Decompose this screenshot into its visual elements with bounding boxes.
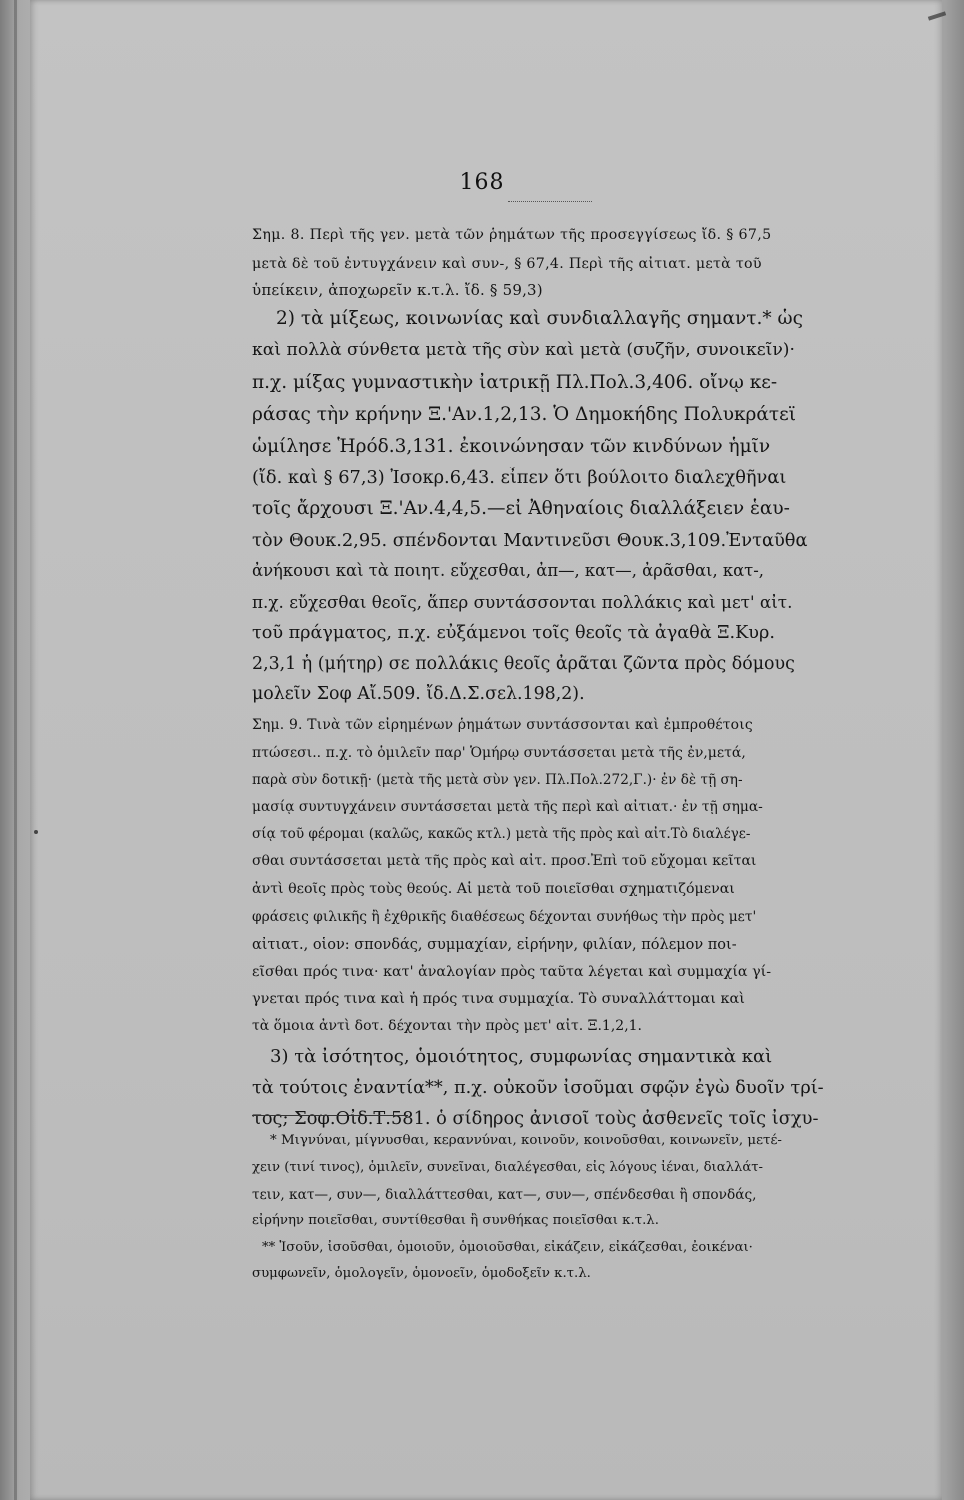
section-2-line-3: π.χ. μίξας γυμναστικὴν ἰατρικῇ Πλ.Πολ.3,406. οἴνῳ κε- — [252, 372, 778, 393]
section-2-line-5: ὡμίλησε Ἡρόδ.3,131. ἐκοινώνησαν τῶν κινδύνων ἡμῖν — [252, 436, 771, 457]
section-2-line-12: 2,3,1 ἡ (μήτηρ) σε πολλάκις θεοῖς ἀρᾶται ζῶντα πρὸς δόμους — [252, 654, 795, 674]
section-3-line-2: τὰ τούτοις ἐναντία**, π.χ. οὐκοῦν ἰσοῦμαι σφῷν ἐγὼ δυοῖν τρί- — [252, 1078, 824, 1098]
section-2-line-9: ἀνήκουσι καὶ τὰ ποιητ. εὔχεσθαι, ἀπ—, κατ—, ἀρᾶσθαι, κατ-, — [252, 561, 764, 580]
page-number-rule — [508, 201, 592, 202]
section-2-line-1: 2) τὰ μίξεως, κοινωνίας καὶ συνδιαλλαγῆς σημαντ.* ὡς — [276, 308, 803, 329]
note-9-line-5: σίᾳ τοῦ φέρομαι (καλῶς, κακῶς κτλ.) μετὰ τῆς πρὸς καὶ αἰτ.Τὸ διαλέγε- — [252, 826, 751, 842]
note-8-line-2: μετὰ δὲ τοῦ ἐντυγχάνειν καὶ συν-, § 67,4. Περὶ τῆς αἰτιατ. μετὰ τοῦ — [252, 256, 762, 272]
section-3-line-3: τος; Σοφ.Οἰδ.Τ.581. ὁ σίδηρος ἀνισοῖ τοὺς ἀσθενεῖς τοῖς ἰσχυ- — [252, 1108, 819, 1129]
note-8-line-1: Σημ. 8. Περὶ τῆς γεν. μετὰ τῶν ῥημάτων τῆς προσεγγίσεως ἴδ. § 67,5 — [252, 227, 772, 243]
section-2-line-10: π.χ. εὔχεσθαι θεοῖς, ἅπερ συντάσσονται πολλάκις καὶ μετ' αἰτ. — [252, 592, 793, 612]
footnote-1-line-2: χειν (τινί τινος), ὁμιλεῖν, συνεῖναι, διαλέγεσθαι, εἰς λόγους ἰέναι, διαλλάτ- — [252, 1160, 763, 1175]
section-2-line-2: καὶ πολλὰ σύνθετα μετὰ τῆς σὺν καὶ μετὰ (συζῆν, συνοικεῖν)· — [252, 340, 795, 360]
note-9-line-10: εῖσθαι πρός τινα· κατ' ἀναλογίαν πρὸς ταῦτα λέγεται καὶ συμμαχία γί- — [252, 964, 772, 980]
section-2-line-8: τὸν Θουκ.2,95. σπένδονται Μαντινεῦσι Θουκ.3,109.Ἐνταῦθα — [252, 530, 808, 551]
footnote-1-line-1: * Μιγνύναι, μίγνυσθαι, κεραννύναι, κοινοῦν, κοινοῦσθαι, κοινωνεῖν, μετέ- — [270, 1133, 782, 1148]
note-9-line-3: παρὰ σὺν δοτικῇ· (μετὰ τῆς μετὰ σὺν γεν. Πλ.Πολ.272,Γ.)· ἐν δὲ τῇ ση- — [252, 772, 743, 788]
footnote-1-line-3: τειν, κατ—, συν—, διαλλάττεσθαι, κατ—, συν—, σπένδεσθαι ἢ σπονδάς, — [252, 1187, 757, 1203]
note-9-line-11: γνεται πρός τινα καὶ ἡ πρός τινα συμμαχία. Τὸ συναλλάττομαι καὶ — [252, 991, 745, 1007]
binding-shadow — [14, 0, 17, 1500]
section-2-line-11: τοῦ πράγματος, π.χ. εὐξάμενοι τοῖς θεοῖς τὰ ἀγαθὰ Ξ.Κυρ. — [252, 623, 775, 643]
footnote-1-line-4: εἰρήνην ποιεῖσθαι, συντίθεσθαι ἢ συνθήκας ποιεῖσθαι κ.τ.λ. — [252, 1213, 659, 1228]
note-9-line-9: αἰτιατ., οἷον: σπονδάς, συμμαχίαν, εἰρήνην, φιλίαν, πόλεμον ποι- — [252, 937, 737, 953]
note-9-line-12: τὰ ὅμοια ἀντὶ δοτ. δέχονται τὴν πρὸς μετ' αἰτ. Ξ.1,2,1. — [252, 1018, 642, 1034]
section-2-line-4: ράσας τὴν κρήνην Ξ.'Αν.1,2,13. Ὁ Δημοκήδης Πολυκράτεϊ — [252, 404, 796, 425]
note-9-line-7: ἀντὶ θεοῖς πρὸς τοὺς θεούς. Αἱ μετὰ τοῦ ποιεῖσθαι σχηματιζόμεναι — [252, 881, 735, 897]
section-2-line-6: (ἴδ. καὶ § 67,3) Ἰσοκρ.6,43. εἶπεν ὅτι βούλοιτο διαλεχθῆναι — [252, 467, 787, 488]
note-9-line-8: φράσεις φιλικῆς ἢ ἐχθρικῆς διαθέσεως δέχονται συνήθως τὴν πρὸς μετ' — [252, 909, 757, 925]
footnote-2-line-2: συμφωνεῖν, ὁμολογεῖν, ὁμονοεῖν, ὁμοδοξεῖν κ.τ.λ. — [252, 1266, 591, 1281]
footnote-2-line-1: ** Ἰσοῦν, ἰσοῦσθαι, ὁμοιοῦν, ὁμοιοῦσθαι, εἰκάζειν, εἰκάζεσθαι, ἐοικέναι· — [262, 1240, 753, 1255]
section-2-line-7: τοῖς ἄρχουσι Ξ.'Αν.4,4,5.—εἰ Ἀθηναίοις διαλλάξειεν ἑαυ- — [252, 498, 790, 519]
note-9-line-6: σθαι συντάσσεται μετὰ τῆς πρὸς καὶ αἰτ. προσ.Ἐπὶ τοῦ εὔχομαι κεῖται — [252, 853, 757, 869]
note-9-line-1: Σημ. 9. Τινὰ τῶν εἰρημένων ῥημάτων συντάσσονται καὶ ἐμπροθέτοις — [252, 717, 753, 733]
section-2-line-13: μολεῖν Σοφ Αἴ.509. ἴδ.Δ.Σ.σελ.198,2). — [252, 684, 585, 704]
margin-spot — [34, 830, 38, 834]
footnote-rule — [252, 1115, 408, 1116]
note-9-line-2: πτώσεσι.. π.χ. τὸ ὁμιλεῖν παρ' Ὁμήρῳ συντάσσεται μετὰ τῆς ἐν,μετά, — [252, 745, 746, 761]
note-8-line-3: ὑπείκειν, ἀποχωρεῖν κ.τ.λ. ἴδ. § 59,3) — [252, 281, 543, 299]
page-number: 168 — [459, 170, 505, 195]
section-3-line-1: 3) τὰ ἰσότητος, ὁμοιότητος, συμφωνίας σημαντικὰ καὶ — [270, 1046, 773, 1067]
note-9-line-4: μασίᾳ συντυγχάνειν συντάσσεται μετὰ τῆς περὶ καὶ αἰτιατ.· ἐν τῇ σημα- — [252, 799, 763, 815]
